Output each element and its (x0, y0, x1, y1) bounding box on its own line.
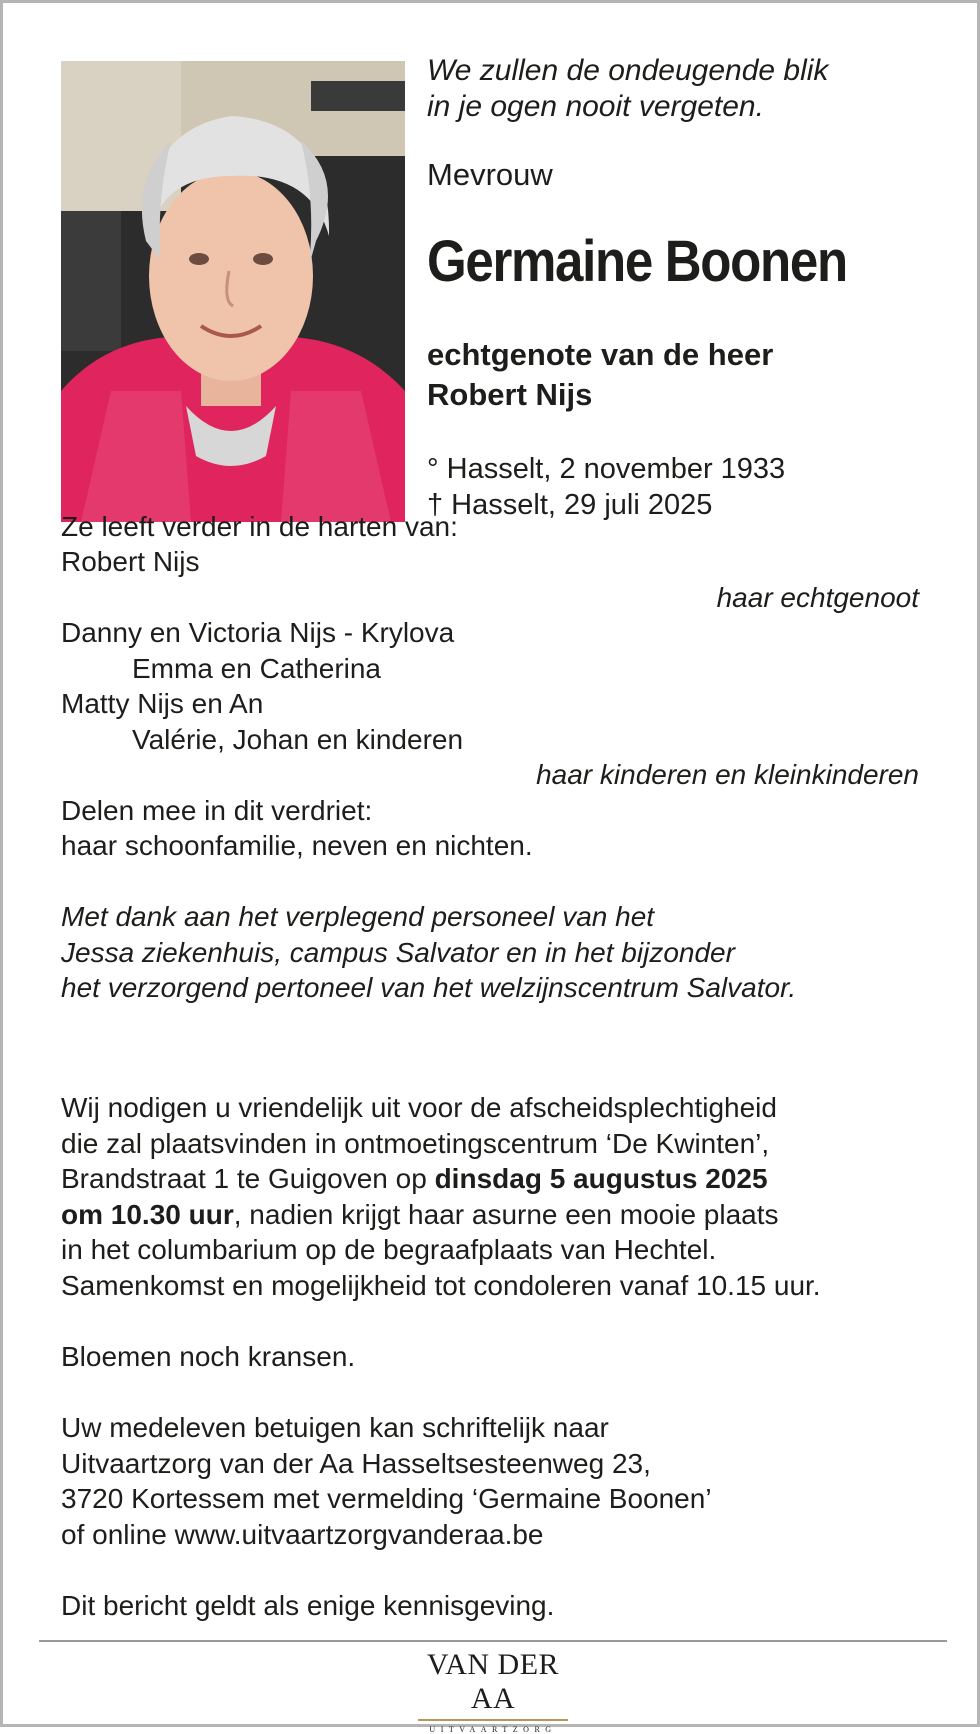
condolences-line-1: Uw medeleven betuigen kan schriftelijk naar (61, 1412, 609, 1443)
logo-subtitle: UITVAARTZORG (429, 1725, 557, 1734)
condolences-line-4: of online www.uitvaartzorgvanderaa.be (61, 1518, 544, 1550)
ceremony-line-4 (61, 1197, 821, 1233)
ceremony-line-3 (61, 1161, 821, 1197)
death-date: † Hasselt, 29 juli 2025 (427, 489, 713, 521)
spouse-info (427, 335, 773, 415)
ceremony-line-6: Samenkomst en mogelijkheid tot condoleren vanaf 10.15 uur. (61, 1269, 821, 1301)
husband-role: haar echtgenoot (716, 582, 919, 613)
flowers-note: Bloemen noch kransen. (61, 1341, 356, 1372)
logo-wordmark: VAN DER AA (426, 1648, 560, 1715)
spouse-line-1: echtgenote van de heer (427, 337, 774, 372)
motto-line-1: We zullen de ondeugende blik (427, 54, 829, 87)
survivor-child-1: Danny en Victoria Nijs - Krylova (61, 617, 455, 648)
ceremony-date: dinsdag 5 augustus 2025 (434, 1163, 768, 1194)
survivor-child-2: Matty Nijs en An (61, 688, 264, 719)
motto (427, 53, 828, 125)
funeral-home-logo (408, 1648, 578, 1734)
spouse-line-2: Robert Nijs (427, 377, 593, 412)
inlaws-line: haar schoonfamilie, neven en nichten. (61, 830, 533, 861)
ceremony-line-5: in het columbarium op de begraafplaats van Hechtel. (61, 1234, 717, 1265)
thanks-text (61, 899, 796, 1006)
birth-date: ° Hasselt, 2 november 1933 (427, 453, 786, 485)
thanks-line-3: het verzorgend pertoneel van het welzijnscentrum Salvator. (61, 972, 797, 1003)
condolences-text (61, 1410, 712, 1552)
survivor-husband: Robert Nijs (61, 546, 200, 577)
grandchildren-2: Valérie, Johan en kinderen (132, 724, 464, 755)
thanks-line-1: Met dank aan het verplegend personeel van het (61, 901, 655, 932)
ceremony-text (61, 1090, 821, 1303)
ceremony-address: Brandstraat 1 te Guigoven op (61, 1163, 435, 1194)
ceremony-time: om 10.30 uur (61, 1198, 234, 1230)
footer-divider (39, 1640, 947, 1642)
condolences-line-3: 3720 Kortessem met vermelding ‘Germaine Boonen’ (61, 1483, 712, 1514)
ceremony-line-1: Wij nodigen u vriendelijk uit voor de afscheidsplechtigheid (61, 1092, 777, 1123)
ceremony-urn-text: , nadien krijgt haar asurne een mooie plaats (233, 1198, 779, 1230)
share-grief-label: Delen mee in dit verdriet: (61, 795, 373, 826)
motto-line-2: in je ogen nooit vergeten. (427, 90, 764, 123)
grandchildren-1: Emma en Catherina (132, 653, 382, 684)
ceremony-line-2: die zal plaatsvinden in ontmoetingscentrum ‘De Kwinten’, (61, 1127, 770, 1159)
life-dates (427, 451, 785, 523)
honorific: Mevrouw (427, 157, 553, 192)
notice-text: Dit bericht geldt als enige kennisgeving. (61, 1590, 555, 1621)
logo-accent-line (418, 1719, 568, 1721)
children-role: haar kinderen en kleinkinderen (536, 759, 919, 790)
portrait-photo (61, 61, 405, 522)
condolences-line-2: Uitvaartzorg van der Aa Hasseltsesteenweg 23, (61, 1447, 651, 1479)
survivors-intro: Ze leeft verder in de harten van: (61, 511, 458, 542)
thanks-line-2: Jessa ziekenhuis, campus Salvator en in het bijzonder (61, 936, 735, 968)
deceased-name: Germaine Boonen (427, 229, 847, 294)
